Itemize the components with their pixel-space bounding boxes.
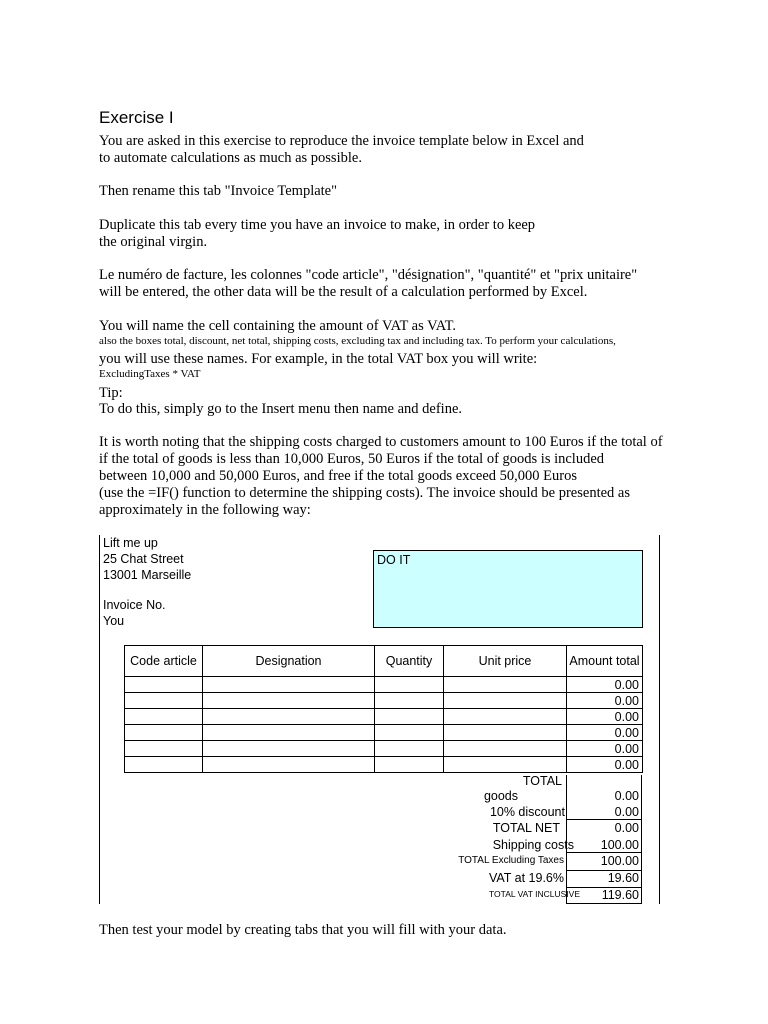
designation-cell[interactable] (203, 725, 375, 741)
quantity-cell[interactable] (375, 677, 444, 693)
vat-label: VAT at 19.6% (488, 871, 564, 885)
code-cell[interactable] (125, 709, 203, 725)
table-row (125, 725, 643, 741)
unit-price-cell[interactable] (444, 677, 567, 693)
table-row (125, 741, 643, 757)
code-cell[interactable] (125, 757, 203, 773)
frame-right-border (659, 535, 660, 904)
table-row (125, 757, 643, 773)
amount-cell: 0.00 (567, 677, 643, 693)
paragraph-line: between 10,000 and 50,000 Euros, and free if the total goods exceed 50,000 Euros (99, 468, 577, 484)
discount-label: 10% discount (489, 805, 565, 819)
invoice-no-label: Invoice No. (103, 598, 166, 612)
paragraph-line: You will name the cell containing the amount of VAT as VAT. (99, 318, 456, 334)
unit-price-cell[interactable] (444, 757, 567, 773)
amount-cell: 0.00 (567, 693, 643, 709)
paragraph-line: Then rename this tab "Invoice Template" (99, 183, 338, 199)
col-header-unit-price: Unit price (444, 646, 567, 677)
paragraph-line: the original virgin. (99, 234, 208, 250)
client-box-text: DO IT (377, 553, 411, 567)
discount-value: 0.00 (614, 805, 639, 819)
unit-price-cell[interactable] (444, 693, 567, 709)
table-header-row (125, 646, 643, 677)
code-cell[interactable] (125, 725, 203, 741)
quantity-cell[interactable] (375, 725, 444, 741)
unit-price-cell[interactable] (444, 709, 567, 725)
unit-price-cell[interactable] (444, 741, 567, 757)
sender-city: 13001 Marseille (103, 568, 192, 582)
paragraph-line: (use the =IF() function to determine the shipping costs). The invoice should be presented as (99, 485, 630, 501)
paragraph-line: also the boxes total, discount, net total, shipping costs, excluding tax and including tax. To perform your calculations, (99, 335, 616, 347)
amount-cell: 0.00 (567, 757, 643, 773)
paragraph-line: will be entered, the other data will be the result of a calculation performed by Excel. (99, 284, 588, 300)
excl-tax-value: 100.00 (600, 854, 639, 868)
amount-cell: 0.00 (567, 741, 643, 757)
incl-tax-label: TOTAL VAT INCLUSIVE (488, 889, 580, 899)
net-total-value: 0.00 (614, 821, 639, 835)
designation-cell[interactable] (203, 693, 375, 709)
formula-example: ExcludingTaxes * VAT (99, 368, 201, 380)
designation-cell[interactable] (203, 741, 375, 757)
col-header-amount: Amount total (567, 646, 643, 677)
designation-cell[interactable] (203, 677, 375, 693)
paragraph-line: Le numéro de facture, les colonnes "code article", "désignation", "quantité" et "prix unitaire" (99, 267, 638, 283)
incl-tax-value: 119.60 (601, 888, 639, 902)
col-header-quantity: Quantity (375, 646, 444, 677)
net-total-label: TOTAL NET (492, 821, 560, 835)
code-cell[interactable] (125, 677, 203, 693)
totals-divider (566, 819, 642, 820)
quantity-cell[interactable] (375, 693, 444, 709)
tip-text: To do this, simply go to the Insert menu then name and define. (99, 401, 463, 417)
table-row (125, 709, 643, 725)
designation-cell[interactable] (203, 757, 375, 773)
quantity-cell[interactable] (375, 757, 444, 773)
shipping-value: 100.00 (600, 838, 639, 852)
col-header-code: Code article (125, 646, 203, 677)
invoice-items-table (124, 645, 643, 773)
total-goods-label-1: TOTAL (522, 774, 562, 788)
quantity-cell[interactable] (375, 709, 444, 725)
designation-cell[interactable] (203, 709, 375, 725)
paragraph-line: approximately in the following way: (99, 502, 311, 518)
vat-value: 19.60 (607, 871, 639, 885)
total-goods-value: 0.00 (614, 789, 639, 803)
paragraph-line: if the total of goods is less than 10,000 Euros, 50 Euros if the total of goods is included (99, 451, 605, 467)
shipping-label: Shipping costs (492, 838, 574, 852)
tip-label: Tip: (99, 385, 123, 401)
table-row (125, 677, 643, 693)
paragraph-line: Duplicate this tab every time you have an invoice to make, in order to keep (99, 217, 536, 233)
paragraph-line: you will use these names. For example, in the total VAT box you will write: (99, 351, 538, 367)
sender-street: 25 Chat Street (103, 552, 184, 566)
paragraph-line: to automate calculations as much as possible. (99, 150, 362, 166)
sender-name: Lift me up (103, 536, 158, 550)
code-cell[interactable] (125, 693, 203, 709)
paragraph-line: You are asked in this exercise to reproduce the invoice template below in Excel and (99, 133, 584, 149)
paragraph-line: It is worth noting that the shipping costs charged to customers amount to 100 Euros if the total of (99, 434, 663, 450)
table-row (125, 693, 643, 709)
total-goods-label-2: goods (483, 789, 518, 803)
exercise-title: Exercise I (99, 108, 174, 127)
frame-left-border (99, 535, 100, 904)
invoice-no-value[interactable]: You (103, 614, 125, 628)
excl-tax-label: TOTAL Excluding Taxes (458, 855, 564, 866)
amount-cell: 0.00 (567, 709, 643, 725)
col-header-designation: Designation (203, 646, 375, 677)
closing-instruction: Then test your model by creating tabs that you will fill with your data. (99, 922, 507, 938)
amount-cell: 0.00 (567, 725, 643, 741)
code-cell[interactable] (125, 741, 203, 757)
client-address-box[interactable] (373, 550, 643, 628)
quantity-cell[interactable] (375, 741, 444, 757)
totals-divider (566, 852, 642, 853)
unit-price-cell[interactable] (444, 725, 567, 741)
